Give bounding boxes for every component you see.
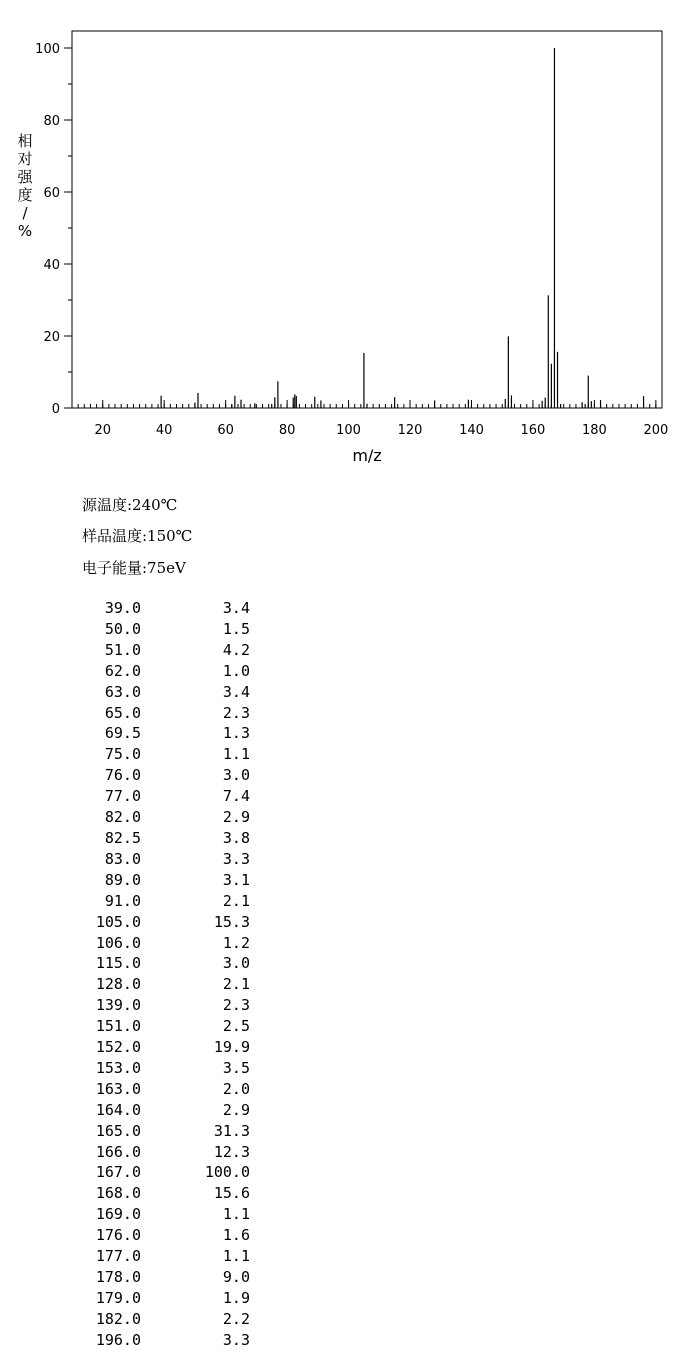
peak-mz: 169.0 (95, 1205, 141, 1224)
y-tick-label: 40 (43, 258, 60, 273)
peak-table (70, 598, 250, 1351)
peak-mz: 164.0 (95, 1100, 141, 1119)
peak-intensity: 2.2 (222, 1309, 250, 1328)
peak-mz: 106.0 (95, 933, 141, 952)
peak-row (70, 1121, 250, 1142)
peak-intensity: 3.1 (222, 870, 250, 889)
source-temperature: 源温度:240℃ (82, 496, 178, 514)
peak-mz: 165.0 (95, 1121, 141, 1140)
peak-row (70, 1204, 250, 1225)
peak-intensity: 2.3 (222, 996, 250, 1015)
peak-intensity: 1.3 (222, 724, 250, 743)
y-tick-label: 80 (43, 114, 60, 129)
peak-row (70, 1330, 250, 1351)
x-tick-label: 200 (643, 423, 669, 438)
peak-mz: 75.0 (104, 745, 141, 764)
peak-mz: 51.0 (104, 640, 141, 659)
peak-intensity: 1.1 (222, 745, 250, 764)
peak-intensity: 3.4 (222, 599, 250, 617)
peak-intensity: 15.6 (213, 1184, 250, 1203)
peak-mz: 39.0 (104, 599, 141, 617)
peak-mz: 77.0 (104, 787, 141, 806)
peak-intensity: 31.3 (213, 1121, 250, 1140)
peak-row (70, 912, 250, 933)
electron-energy: 电子能量:75eV (82, 559, 186, 577)
peak-mz: 152.0 (95, 1038, 141, 1057)
peak-row (70, 1016, 250, 1037)
peak-intensity: 9.0 (222, 1268, 250, 1286)
peak-intensity: 7.4 (222, 787, 250, 806)
peak-intensity: 3.3 (222, 1330, 250, 1349)
peak-intensity: 4.2 (222, 640, 250, 659)
y-tick-label: 20 (43, 330, 60, 345)
peak-row (70, 765, 250, 786)
peak-intensity: 3.0 (222, 954, 250, 973)
y-axis (35, 42, 72, 417)
peak-mz: 76.0 (104, 766, 141, 785)
peak-row (70, 1309, 250, 1330)
y-tick-label: 0 (51, 402, 60, 417)
peak-intensity: 2.1 (222, 891, 250, 910)
peak-mz: 89.0 (104, 870, 141, 889)
peak-mz: 65.0 (104, 703, 141, 722)
sample-temperature: 样品温度:150℃ (82, 527, 193, 545)
peak-mz: 128.0 (95, 975, 141, 994)
peak-intensity: 2.9 (222, 808, 250, 827)
peak-intensity: 19.9 (213, 1038, 250, 1057)
peak-mz: 105.0 (95, 912, 141, 931)
peak-mz: 166.0 (95, 1142, 141, 1161)
peak-mz: 167.0 (95, 1163, 141, 1182)
peak-row (70, 619, 250, 640)
x-tick-label: 60 (217, 423, 234, 438)
peak-row (70, 661, 250, 682)
x-axis-label: m/z (352, 446, 382, 465)
peak-mz: 176.0 (95, 1226, 141, 1245)
peak-row (70, 682, 250, 703)
peak-row (70, 995, 250, 1016)
peak-intensity: 100.0 (204, 1163, 250, 1182)
peak-mz: 91.0 (104, 891, 141, 910)
peak-intensity: 2.5 (222, 1017, 250, 1036)
peak-mz: 50.0 (104, 619, 141, 638)
peak-row (70, 723, 250, 744)
peak-row (70, 744, 250, 765)
peak-intensity: 1.0 (222, 661, 250, 680)
peak-intensity: 2.9 (222, 1100, 250, 1119)
spectrum-peaks (161, 48, 643, 408)
peak-intensity: 2.3 (222, 703, 250, 722)
peak-row (70, 1079, 250, 1100)
x-tick-label: 140 (459, 423, 484, 438)
peak-mz: 82.0 (104, 808, 141, 827)
peak-mz: 139.0 (95, 996, 141, 1015)
peak-intensity: 3.4 (222, 682, 250, 701)
peak-row (70, 891, 250, 912)
peak-row (70, 953, 250, 974)
y-tick-label: 60 (43, 186, 60, 201)
peak-intensity: 1.5 (222, 619, 250, 638)
x-tick-label: 180 (581, 423, 607, 438)
peak-mz: 69.5 (104, 724, 141, 743)
peak-row (70, 1142, 250, 1163)
peak-mz: 179.0 (95, 1288, 141, 1307)
peak-row (70, 1225, 250, 1246)
peak-intensity: 1.1 (222, 1205, 250, 1224)
peak-mz: 177.0 (95, 1247, 141, 1266)
plot-frame (72, 31, 662, 408)
peak-row (70, 1246, 250, 1267)
peak-mz: 63.0 (104, 682, 141, 701)
peak-intensity: 2.0 (222, 1079, 250, 1098)
peak-intensity: 1.2 (222, 933, 250, 952)
mass-spectrum-chart (0, 0, 687, 480)
peak-mz: 178.0 (95, 1268, 141, 1286)
peak-row (70, 1037, 250, 1058)
peak-intensity: 3.3 (222, 849, 250, 868)
y-tick-label: 100 (35, 42, 60, 57)
peak-mz: 151.0 (95, 1017, 141, 1036)
peak-row (70, 828, 250, 849)
peak-intensity: 3.0 (222, 766, 250, 785)
peak-row (70, 933, 250, 954)
peak-mz: 168.0 (95, 1184, 141, 1203)
peak-mz: 182.0 (95, 1309, 141, 1328)
peak-mz: 82.5 (104, 828, 141, 847)
peak-intensity: 1.9 (222, 1288, 250, 1307)
peak-intensity: 3.8 (222, 828, 250, 847)
peak-mz: 196.0 (95, 1330, 141, 1349)
peak-mz: 153.0 (95, 1058, 141, 1077)
x-tick-label: 20 (94, 423, 112, 438)
peak-row (70, 1267, 250, 1288)
peak-row (70, 1183, 250, 1204)
peak-intensity: 2.1 (222, 975, 250, 994)
x-tick-label: 100 (336, 423, 361, 438)
peak-row (70, 1162, 250, 1183)
peak-row (70, 1058, 250, 1079)
peak-row (70, 703, 250, 724)
peak-mz: 115.0 (95, 954, 141, 973)
peak-row (70, 849, 250, 870)
peak-row (70, 1100, 250, 1121)
x-tick-label: 40 (155, 423, 173, 438)
peak-intensity: 3.5 (222, 1058, 250, 1077)
peak-row (70, 974, 250, 995)
peak-row (70, 786, 250, 807)
peak-mz: 83.0 (104, 849, 141, 868)
y-axis-label: 相对强度/ % (17, 132, 33, 240)
peak-intensity: 1.6 (222, 1226, 250, 1245)
peak-intensity: 15.3 (213, 912, 250, 931)
peak-mz: 163.0 (95, 1079, 141, 1098)
x-tick-label: 80 (278, 423, 296, 438)
peak-intensity: 1.1 (222, 1247, 250, 1266)
peak-mz: 62.0 (104, 661, 141, 680)
peak-intensity: 12.3 (213, 1142, 250, 1161)
x-tick-label: 160 (520, 423, 546, 438)
x-tick-label: 120 (397, 423, 423, 438)
peak-row (70, 870, 250, 891)
peak-row (70, 1288, 250, 1309)
peak-row (70, 598, 250, 619)
peak-row (70, 807, 250, 828)
peak-row (70, 640, 250, 661)
